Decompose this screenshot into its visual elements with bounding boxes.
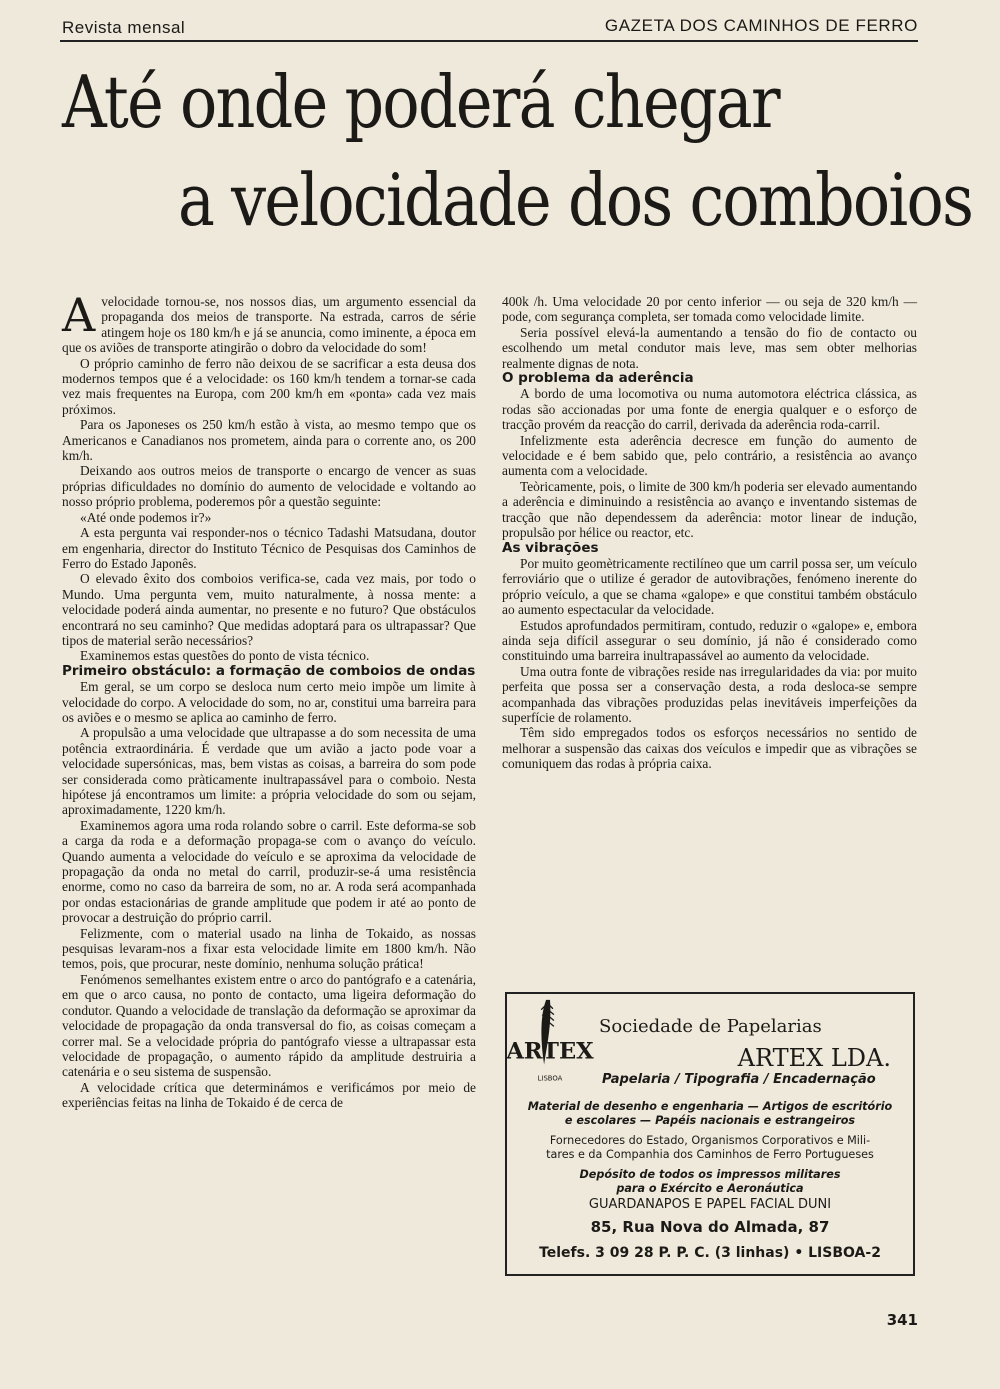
paragraph: Estudos aprofundados permitiram, contudo, reduzir o «galope» e, embora ainda seja difícil assegurar o seu domínio, já não é considerado como constituindo uma barreira inultrapassável ao aumento da velocidade. bbox=[502, 617, 917, 664]
section-heading: O problema da aderência bbox=[502, 370, 694, 387]
paragraph: Para os Japoneses os 250 km/h estão à vista, ao mesmo tempo que os Americanos e Canadianos nos prometem, ainda para o corrente ano, os 200 km/h. bbox=[62, 417, 476, 464]
left-column bbox=[62, 288, 476, 1111]
paragraph: «Até onde podemos ir?» bbox=[80, 509, 212, 525]
ad-line: Depósito de todos os impressos militares bbox=[579, 1168, 841, 1181]
ad-address: 85, Rua Nova do Almada, 87 bbox=[590, 1218, 830, 1236]
right-column bbox=[502, 294, 917, 772]
ad-services: Papelaria / Tipografia / Encadernação bbox=[602, 1072, 876, 1087]
paragraph: O elevado êxito dos comboios verifica-se, cada vez mais, por todo o Mundo. Uma pergunta vem, muito naturalmente, à nossa mente: a velocidade poderá ainda aumentar, no presente e no futuro? Que obstáculos encontrará no seu caminho? Que medidas adoptará para os ultrapassar? Que tipos de material serão necessários? bbox=[62, 571, 476, 648]
page-number: 341 bbox=[886, 1311, 918, 1329]
ad-line: GUARDANAPOS E PAPEL FACIAL DUNI bbox=[588, 1197, 832, 1212]
paragraph: Felizmente, com o material usado na linha de Tokaido, as nossas pesquisas levaram-nos a fixar esta velocidade limite em 1800 km/h. Não temos, pois, que procurar, neste domínio, nenhuma solução prática! bbox=[62, 925, 476, 972]
paragraph: Uma outra fonte de vibrações reside nas irregularidades da via: por muito perfeita que possa ser a conservação desta, a roda desloca-se sempre acompanhada das vibrações produzidas pelas inevitáveis imperfeições da superfície de rolamento. bbox=[502, 663, 917, 725]
paragraph: Em geral, se um corpo se desloca num certo meio impõe um limite à velocidade do corpo. A velocidade do som, no ar, constitui uma barreira para os aviões e o mesmo se aplica ao caminho de ferro. bbox=[62, 679, 476, 725]
ad-line: para o Exército e Aeronáutica bbox=[616, 1182, 804, 1195]
paragraph: O próprio caminho de ferro não deixou de se sacrificar a esta deusa dos modernos tempos que é a velocidade: os 160 km/h tendem a tornar-se cada vez mais frequentes na Europa, com 200 km/h em «ponta» cada vez mais próximos. bbox=[62, 355, 476, 417]
header-left: Revista mensal bbox=[62, 18, 186, 37]
drop-cap: A bbox=[62, 288, 96, 342]
header-rule bbox=[60, 40, 918, 42]
paragraph: Têm sido empregados todos os esforços necessários no sentido de melhorar a suspensão das caixas dos veículos e impedir que as vibrações se comuniquem das rodas à própria caixa. bbox=[502, 725, 917, 772]
ad-title: Sociedade de Papelarias bbox=[599, 1016, 822, 1037]
article-title-line1: Até onde poderá chegar bbox=[62, 60, 779, 144]
paragraph: Deixando aos outros meios de transporte o encargo de vencer as suas próprias dificuldades no domínio do aumento de velocidade e voltando ao nosso próprio problema, poderemos pôr a questão seguinte: bbox=[62, 463, 476, 510]
paragraph: A esta pergunta vai responder-nos o técnico Tadashi Matsudana, doutor em engenharia, director do Instituto Técnico de Pesquisas dos Caminhos de Ferro do Estado Japonês. bbox=[62, 525, 476, 571]
logo-subtext: LISBOA bbox=[537, 1074, 563, 1083]
artex-advertisement bbox=[505, 992, 915, 1276]
paragraph: Examinemos agora uma roda rolando sobre o carril. Este deforma-se sob a carga da roda e a deformação propaga-se com o avanço do veículo. Quando aumenta a velocidade do veículo e se aproxima da velocidade de propagação da onda no metal do carril, produzir-se-á uma resistência enorme, como no caso da barreira de som, no ar. A roda será acompanhada por ondas estacionárias de grande amplitude que podem ir até ao ponto de provocar a destruição do próprio carril. bbox=[62, 817, 476, 926]
header-right: GAZETA DOS CAMINHOS DE FERRO bbox=[604, 16, 918, 35]
ad-phone: Telefs. 3 09 28 P. P. C. (3 linhas) • LISBOA-2 bbox=[539, 1245, 881, 1261]
ad-line: Material de desenho e engenharia — Artigos de escritório bbox=[527, 1100, 893, 1113]
paragraph: A propulsão a uma velocidade que ultrapasse a do som necessita de uma potência extraordinária. É verdade que um avião a jacto pode voar a velocidade supersónicas, mas, bem vistas as coisas, a barreira do som pode ser considerada como pràticamente inultrapassável para o comboio. Nesta hipótese já encontramos um limite: a própria velocidade do som ou sejam, aproximadamente, 1220 km/h. bbox=[62, 725, 476, 818]
paragraph bbox=[62, 288, 476, 356]
logo-text: ARTEX bbox=[506, 1038, 594, 1065]
paragraph: Examinemos estas questões do ponto de vista técnico. bbox=[80, 648, 370, 664]
ad-line: tares e da Companhia dos Caminhos de Ferro Portugueses bbox=[546, 1148, 874, 1161]
paragraph: A bordo de uma locomotiva ou numa automotora eléctrica clássica, as rodas são accionadas por uma fonte de energia qualquer e o esforço de tracção provém da reacção do carril, derivada da aderência roda-carril. bbox=[502, 386, 917, 433]
ad-company-name: ARTEX LDA. bbox=[737, 1044, 891, 1072]
ad-line: e escolares — Papéis nacionais e estrangeiros bbox=[564, 1114, 856, 1127]
article-title-line2: a velocidade dos comboios bbox=[178, 158, 973, 242]
paragraph: Por muito geomètricamente rectilíneo que um carril possa ser, um veículo ferroviário que o utilize é gerador de autovibrações, fenómeno inerente do próprio veículo, a que se chama «galope» e que constitui também obstáculo ao aumento espectacular da velocidade. bbox=[502, 555, 917, 618]
section-heading: Primeiro obstáculo: a formação de comboios de ondas bbox=[62, 662, 476, 679]
paragraph: Infelizmente esta aderência decresce em função do aumento de velocidade e é bem sabido que, pelo contrário, a resistência ao avanço aumenta com a velocidade. bbox=[502, 432, 917, 479]
ad-line: Fornecedores do Estado, Organismos Corporativos e Mili- bbox=[549, 1134, 871, 1147]
paragraph-text: velocidade tornou-se, nos nossos dias, um argumento essencial da propaganda dos meios de transporte. Na estrada, carros de série atingem hoje os 180 km/h e já se anuncia, como iminente, a época em que os aviões de transporte atingirão o dobro da velocidade do som! bbox=[62, 294, 476, 356]
paragraph: 400k /h. Uma velocidade 20 por cento inferior — ou seja de 320 km/h — pode, com segurança completa, ser tomada como velocidade limite. bbox=[502, 294, 917, 325]
paragraph: A velocidade crítica que determinámos e verificámos por meio de experiências feitas na linha de Tokaido é de cerca de bbox=[62, 1079, 476, 1111]
paragraph: Teòricamente, pois, o limite de 300 km/h poderia ser elevado aumentando a aderência e diminuindo a resistência ao avanço e inventando sistemas de tracção que não dependessem da aderência: motor linear de indução, propulsão por hélice ou reactor, etc. bbox=[502, 478, 917, 541]
section-heading: As vibrações bbox=[502, 539, 599, 556]
paragraph: Fenómenos semelhantes existem entre o arco do pantógrafo e a catenária, em que o arco causa, no ponto de contacto, uma ligeira deformação do condutor. Quando a velocidade de translação da deformação se aproximar da velocidade de propagação da onda transversal do fio, as coisas começam a correr mal. Se a velocidade própria do pantógrafo viesse a ultrapassar esta velocidade de propagação, o aumento rápido da amplitude destruiria a catenária e o seu sistema de suspensão. bbox=[62, 971, 476, 1080]
artex-logo bbox=[501, 996, 599, 1094]
paragraph: Seria possível elevá-la aumentando a tensão do fio de contacto ou escolhendo um metal condutor mais leve, mas sem obter melhorias realmente dignas de nota. bbox=[502, 324, 917, 371]
